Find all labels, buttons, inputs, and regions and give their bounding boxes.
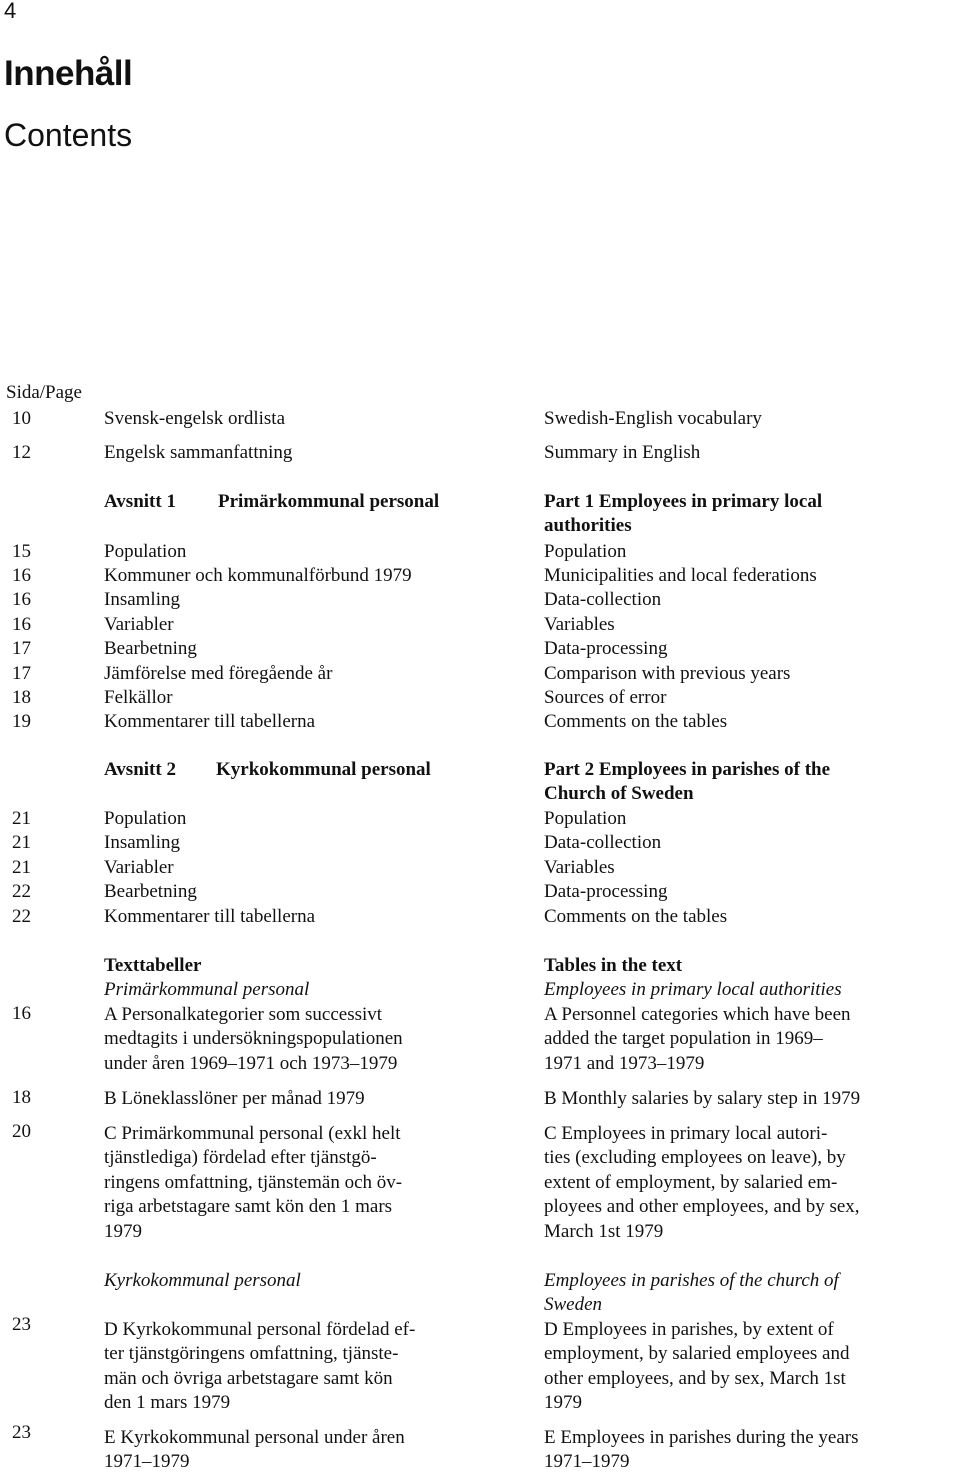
section-2-label-swedish: Avsnitt 2	[104, 759, 176, 780]
toc-page-number: 21	[12, 857, 31, 878]
section-1-label-swedish: Avsnitt 1	[104, 491, 176, 512]
toc-page-number: 10	[12, 408, 31, 429]
texttables-subheading-english: Employees in primary local authorities	[544, 979, 842, 1000]
toc-entry-english: Population	[544, 808, 627, 829]
texttables-subheading-english-cont: Sweden	[544, 1294, 603, 1315]
toc-page-number: 21	[12, 808, 31, 829]
section-2-title-english: Part 2 Employees in parishes of the	[544, 759, 831, 780]
toc-page-number: 19	[12, 711, 31, 732]
toc-entry-english: Comments on the tables	[544, 906, 728, 927]
table-entry-swedish: C Primärkommunal personal (exkl helt	[104, 1123, 401, 1144]
table-entry-swedish-cont: ter tjänstgöringens omfattning, tjänste-	[104, 1343, 399, 1364]
table-entry-english-cont: added the target population in 1969–	[544, 1028, 823, 1049]
toc-entry-english: Comparison with previous years	[544, 663, 791, 684]
toc-page-number: 16	[12, 589, 31, 610]
toc-page-number: 22	[12, 881, 31, 902]
toc-entry-english: Variables	[544, 614, 615, 635]
toc-page-number: 16	[12, 565, 31, 586]
table-page-number: 20	[12, 1121, 31, 1142]
toc-entry-english: Data-collection	[544, 832, 662, 853]
texttables-subheading-swedish: Primärkommunal personal	[104, 979, 310, 1000]
toc-entry-swedish: Insamling	[104, 832, 180, 853]
table-entry-english-cont: extent of employment, by salaried em-	[544, 1172, 838, 1193]
toc-entry-english: Municipalities and local federations	[544, 565, 817, 586]
toc-entry-swedish: Svensk-engelsk ordlista	[104, 408, 286, 429]
toc-page-number: 21	[12, 832, 31, 853]
toc-entry-english: Swedish-English vocabulary	[544, 408, 762, 429]
table-entry-swedish-cont: den 1 mars 1979	[104, 1392, 231, 1413]
toc-entry-swedish: Variabler	[104, 614, 174, 635]
table-entry-swedish-cont: riga arbetstagare samt kön den 1 mars	[104, 1196, 393, 1217]
toc-page-number: 17	[12, 663, 31, 684]
table-entry-swedish-cont: medtagits i undersökningspopulationen	[104, 1028, 403, 1049]
toc-entry-swedish: Kommuner och kommunalförbund 1979	[104, 565, 412, 586]
texttables-subheading-swedish: Kyrkokommunal personal	[104, 1270, 301, 1291]
toc-entry-english: Comments on the tables	[544, 711, 728, 732]
toc-page-number: 12	[12, 442, 31, 463]
table-entry-swedish: D Kyrkokommunal personal fördelad ef-	[104, 1319, 416, 1340]
page-title-english: Contents	[4, 117, 133, 153]
table-entry-english-cont: other employees, and by sex, March 1st	[544, 1368, 846, 1389]
table-entry-english: E Employees in parishes during the years	[544, 1427, 859, 1448]
texttables-subheading-english: Employees in parishes of the church of	[544, 1270, 839, 1291]
toc-entry-swedish: Felkällor	[104, 687, 173, 708]
toc-entry-swedish: Population	[104, 541, 187, 562]
table-entry-swedish-cont: 1979	[104, 1221, 142, 1242]
section-1-title-english-cont: authorities	[544, 515, 632, 536]
toc-page-number: 22	[12, 906, 31, 927]
toc-entry-swedish: Kommentarer till tabellerna	[104, 906, 316, 927]
table-page-number: 18	[12, 1087, 31, 1108]
table-entry-swedish-cont: ringens omfattning, tjänstemän och öv-	[104, 1172, 403, 1193]
toc-entry-swedish: Kommentarer till tabellerna	[104, 711, 316, 732]
texttables-heading-swedish: Texttabeller	[104, 955, 202, 976]
toc-entry-swedish: Jämförelse med föregående år	[104, 663, 333, 684]
table-entry-english-cont: March 1st 1979	[544, 1221, 664, 1242]
toc-entry-swedish: Variabler	[104, 857, 174, 878]
table-entry-swedish-cont: tjänstlediga) fördelad efter tjänstgö-	[104, 1147, 377, 1168]
table-page-number: 23	[12, 1422, 31, 1443]
table-entry-swedish-cont: 1971–1979	[104, 1451, 190, 1472]
toc-entry-swedish: Bearbetning	[104, 638, 197, 659]
table-entry-english: D Employees in parishes, by extent of	[544, 1319, 834, 1340]
table-entry-english-cont: 1979	[544, 1392, 582, 1413]
table-entry-english-cont: ployees and other employees, and by sex,	[544, 1196, 860, 1217]
toc-entry-english: Variables	[544, 857, 615, 878]
toc-page-number: 18	[12, 687, 31, 708]
table-entry-swedish: A Personalkategorier som successivt	[104, 1004, 383, 1025]
toc-entry-english: Summary in English	[544, 442, 701, 463]
table-entry-english-cont: ties (excluding employees on leave), by	[544, 1147, 846, 1168]
table-entry-swedish-cont: män och övriga arbetstagare samt kön	[104, 1368, 393, 1389]
toc-entry-english: Data-collection	[544, 589, 662, 610]
section-2-title-swedish: Kyrkokommunal personal	[216, 759, 431, 780]
toc-page-number: 15	[12, 541, 31, 562]
toc-entry-english: Data-processing	[544, 638, 668, 659]
table-entry-english: A Personnel categories which have been	[544, 1004, 851, 1025]
page-title-swedish: Innehåll	[4, 54, 133, 93]
toc-entry-swedish: Population	[104, 808, 187, 829]
table-entry-swedish: B Löneklasslöner per månad 1979	[104, 1088, 365, 1109]
toc-entry-english: Sources of error	[544, 687, 667, 708]
toc-entry-swedish: Engelsk sammanfattning	[104, 442, 293, 463]
table-page-number: 23	[12, 1314, 31, 1335]
table-entry-swedish-cont: under åren 1969–1971 och 1973–1979	[104, 1053, 398, 1074]
toc-entry-swedish: Insamling	[104, 589, 180, 610]
page-number: 4	[4, 0, 17, 23]
toc-entry-english: Population	[544, 541, 627, 562]
table-entry-english: C Employees in primary local autori-	[544, 1123, 828, 1144]
section-1-title-english: Part 1 Employees in primary local	[544, 491, 823, 512]
texttables-heading-english: Tables in the text	[544, 955, 683, 976]
table-entry-swedish: E Kyrkokommunal personal under åren	[104, 1427, 405, 1448]
table-entry-english-cont: 1971 and 1973–1979	[544, 1053, 705, 1074]
section-1-title-swedish: Primärkommunal personal	[218, 491, 440, 512]
table-entry-english: B Monthly salaries by salary step in 1979	[544, 1088, 861, 1109]
toc-page-number: 17	[12, 638, 31, 659]
table-entry-english-cont: employment, by salaried employees and	[544, 1343, 850, 1364]
section-2-title-english-cont: Church of Sweden	[544, 783, 694, 804]
table-page-number: 16	[12, 1003, 31, 1024]
page-column-header: Sida/Page	[6, 382, 82, 403]
table-entry-english-cont: 1971–1979	[544, 1451, 630, 1472]
toc-page-number: 16	[12, 614, 31, 635]
toc-entry-swedish: Bearbetning	[104, 881, 197, 902]
toc-entry-english: Data-processing	[544, 881, 668, 902]
